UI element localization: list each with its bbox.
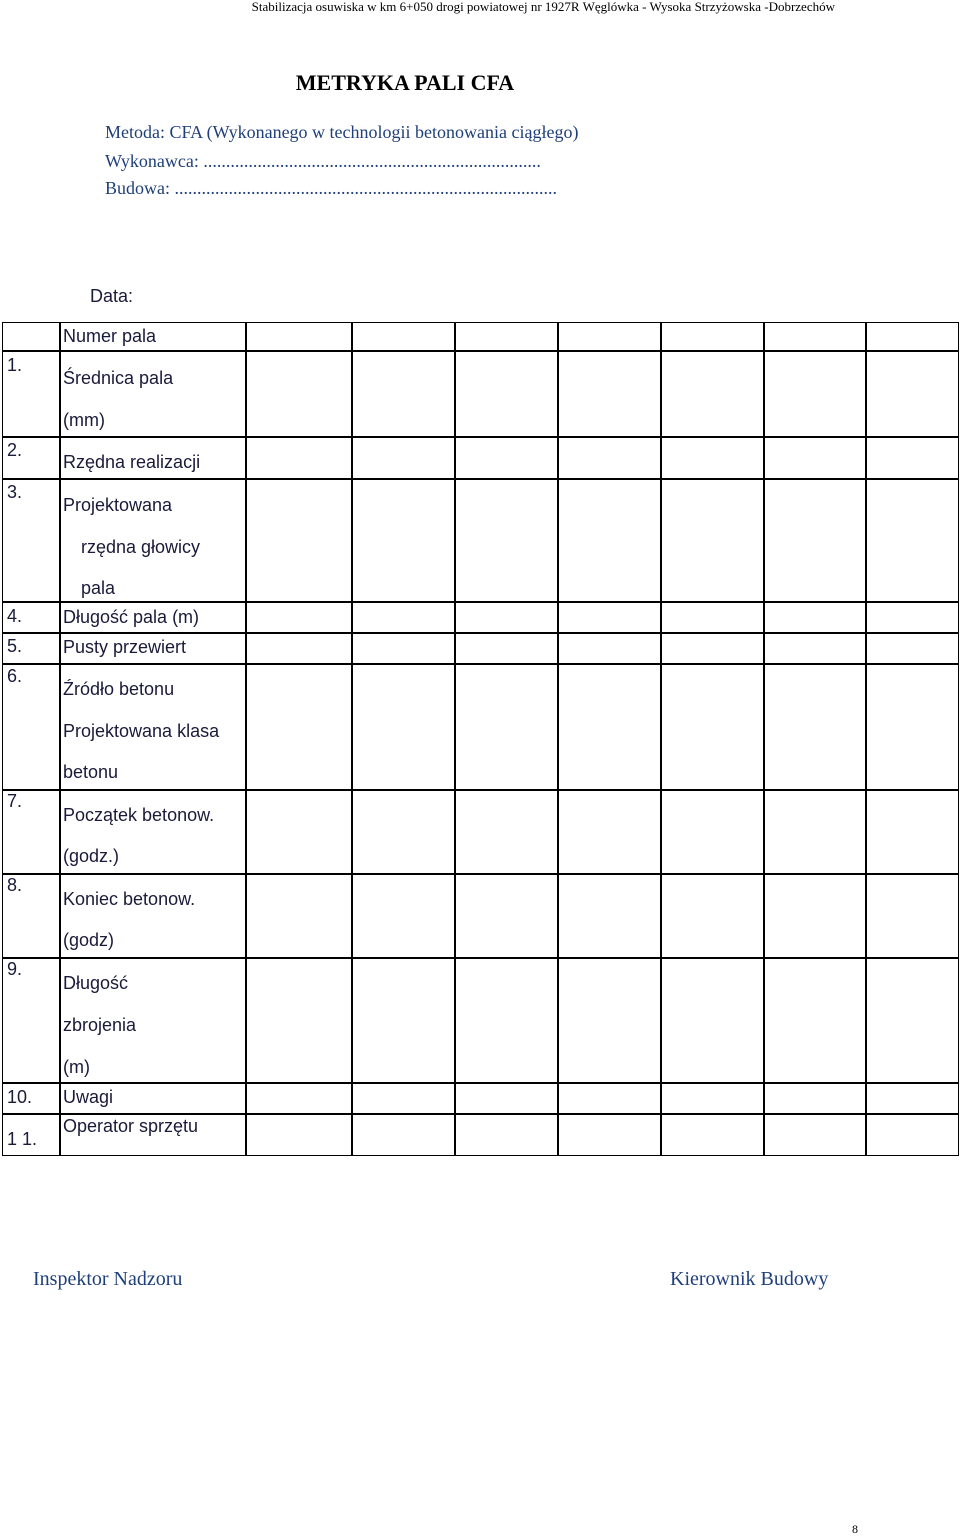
row-label: Źródło betonu	[63, 679, 175, 699]
row-label: betonu	[63, 762, 119, 782]
site-line: Budowa: .....................................................................................	[105, 178, 557, 198]
row-label: Numer pala	[63, 326, 157, 346]
manager-signature-label: Kierownik Budowy	[670, 1268, 829, 1290]
row-number: 8.	[7, 875, 23, 895]
row-number: 2.	[7, 440, 23, 460]
row-label: (mm)	[63, 410, 105, 430]
row-label: Długość	[63, 973, 129, 993]
method-line: Metoda: CFA (Wykonanego w technologii betonowania ciągłego)	[105, 122, 579, 142]
row-label: rzędna głowicy	[81, 537, 201, 557]
row-number: 5.	[7, 636, 23, 656]
row-label: pala	[81, 578, 116, 598]
row-number: 9.	[7, 959, 23, 979]
row-number: 4.	[7, 606, 23, 626]
row-number: 1.	[7, 355, 23, 375]
pile-record-table	[2, 322, 959, 1156]
page-number: 8	[852, 1522, 858, 1536]
row-label: (godz)	[63, 930, 115, 950]
row-number: 10.	[7, 1087, 33, 1107]
row-number: 1 1.	[7, 1129, 38, 1149]
contractor-line: Wykonawca: ...........................................................................	[105, 151, 541, 171]
row-label: Początek betonow.	[63, 805, 215, 825]
row-label: Operator sprzętu	[63, 1116, 199, 1136]
row-label: Rzędna realizacji	[63, 452, 201, 472]
row-label: (m)	[63, 1057, 90, 1077]
running-header: Stabilizacja osuwiska w km 6+050 drogi powiatowej nr 1927R Węglówka - Wysoka Strzyżowska -Dobrzechów	[251, 0, 835, 14]
row-number: 3.	[7, 482, 23, 502]
row-number: 6.	[7, 666, 23, 686]
row-label: zbrojenia	[63, 1015, 137, 1035]
document-title: METRYKA PALI CFA	[295, 70, 515, 95]
date-label: Data:	[90, 286, 134, 306]
row-label: (godz.)	[63, 846, 120, 866]
row-label: Uwagi	[63, 1087, 114, 1107]
inspector-signature-label: Inspektor Nadzoru	[33, 1268, 183, 1290]
row-number: 7.	[7, 791, 23, 811]
row-label: Koniec betonow.	[63, 889, 196, 909]
row-label: Projektowana klasa	[63, 721, 220, 741]
row-label: Średnica pala	[63, 368, 174, 388]
row-label: Pusty przewiert	[63, 637, 187, 657]
row-label: Projektowana	[63, 495, 173, 515]
row-label: Długość pala (m)	[63, 607, 200, 627]
